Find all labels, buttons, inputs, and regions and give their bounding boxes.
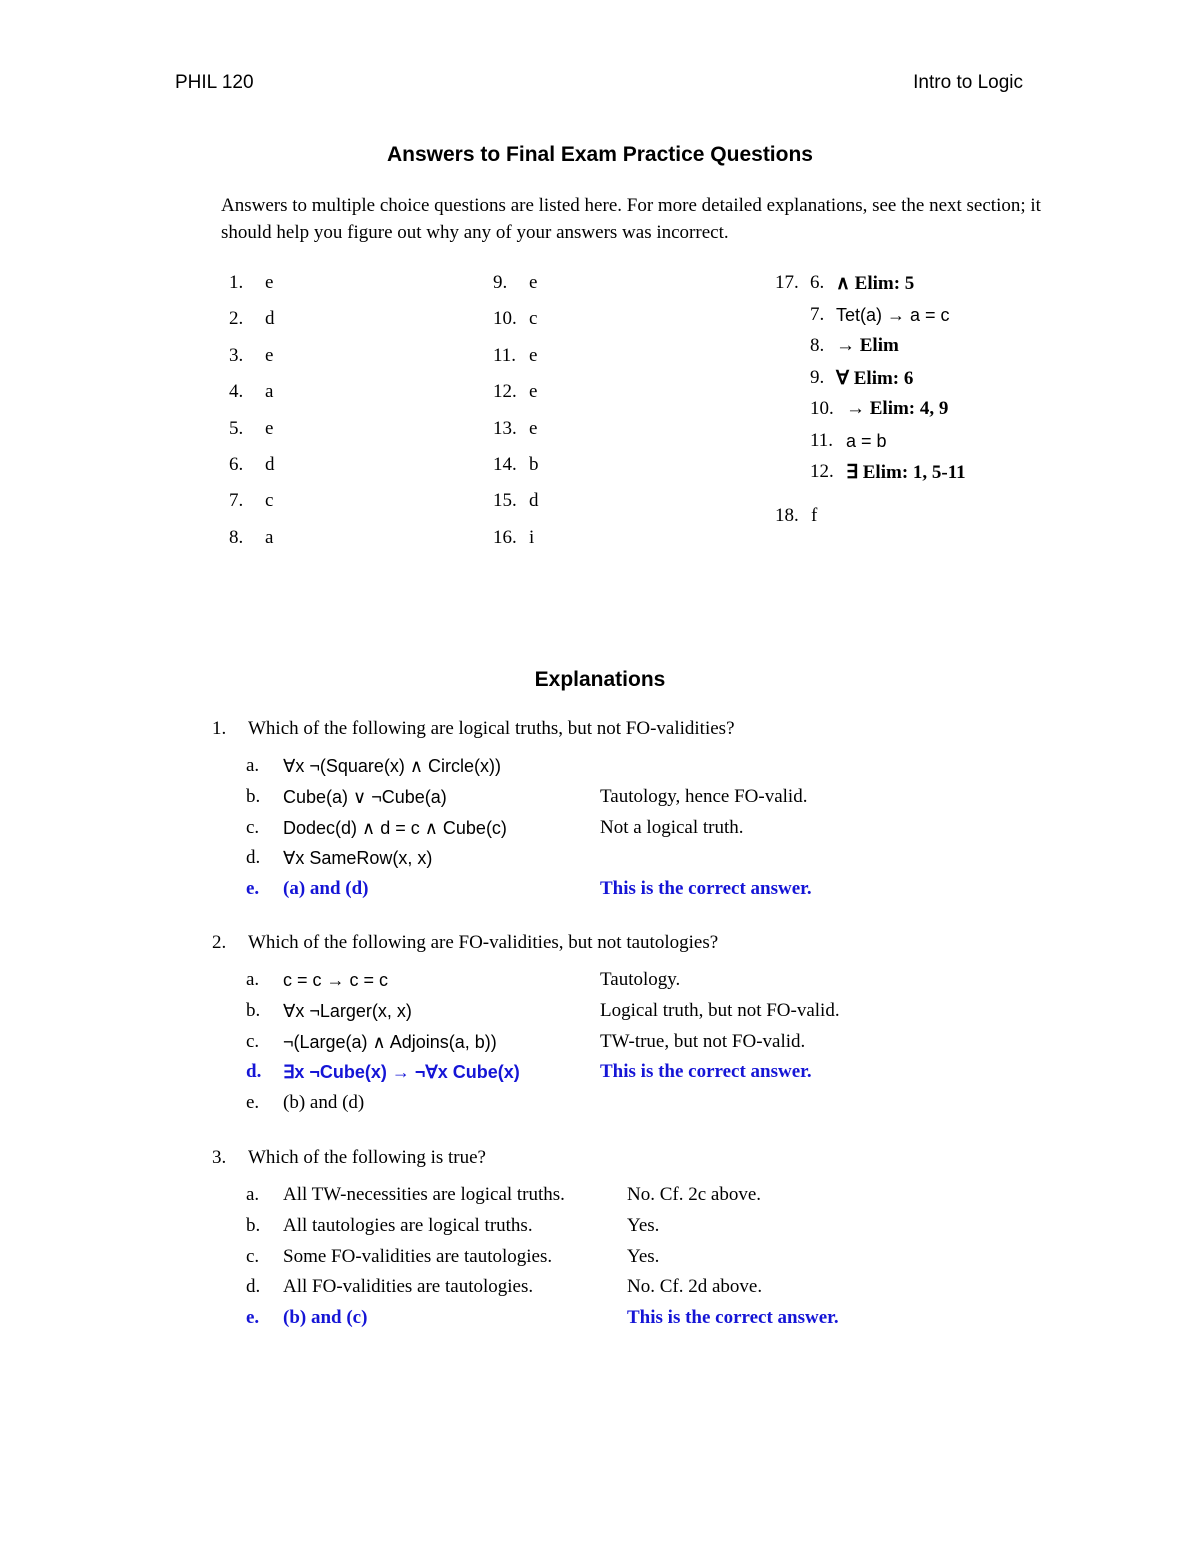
answer-number: 5.: [229, 417, 244, 439]
answer-number: 2.: [229, 308, 244, 330]
answer-17-number: 17.: [775, 272, 799, 293]
answer-number: 6.: [229, 454, 244, 475]
option-letter: e.: [246, 1092, 260, 1114]
option-note: Not a logical truth.: [600, 816, 744, 838]
question-number: 3.: [212, 1147, 227, 1168]
option-text: (b) and (c): [283, 1307, 368, 1329]
option-text: ∃x ¬Cube(x) → ¬∀x Cube(x): [283, 1062, 520, 1083]
answer-item: [493, 308, 537, 330]
header-subject: Intro to Logic: [913, 72, 1023, 93]
answer-value: b: [529, 454, 539, 475]
option-letter: e.: [246, 1307, 260, 1329]
answer-item: [493, 381, 537, 403]
answer-item: [229, 490, 273, 512]
option-text: Dodec(d) ∧ d = c ∧ Cube(c): [283, 817, 507, 838]
answer-value: e: [529, 417, 538, 439]
option-text: ∀x SameRow(x, x): [283, 848, 433, 869]
proof-line-number: 10.: [810, 398, 834, 419]
answer-item: [229, 272, 273, 294]
option-text: Some FO-validities are tautologies.: [283, 1245, 553, 1267]
proof-line-number: 7.: [810, 303, 825, 325]
option-letter: a.: [246, 1184, 260, 1205]
answer-number: 9.: [493, 272, 508, 293]
answer-item: [229, 308, 275, 330]
option-letter: a.: [246, 969, 260, 990]
proof-line-text: ∀ Elim: 6: [836, 367, 914, 389]
option-text: (b) and (d): [283, 1092, 365, 1114]
answer-number: 11.: [493, 344, 517, 366]
proof-line-number: 8.: [810, 335, 825, 356]
answer-item: [493, 490, 539, 512]
header-course: PHIL 120: [175, 72, 254, 93]
page-title: Answers to Final Exam Practice Questions: [387, 143, 813, 166]
answer-item: [775, 505, 817, 527]
question-number: 2.: [212, 932, 227, 953]
option-text: All tautologies are logical truths.: [283, 1214, 533, 1236]
proof-line-text: → Elim: 4, 9: [846, 398, 949, 419]
answer-number: 10.: [493, 308, 517, 330]
answer-value: a: [265, 381, 274, 403]
answer-item: [229, 381, 273, 403]
option-note: Tautology.: [600, 969, 681, 990]
answer-value: e: [529, 344, 538, 366]
proof-line-text: ∃ Elim: 1, 5-11: [846, 462, 966, 483]
proof-line-text: ∧ Elim: 5: [836, 273, 915, 294]
answer-value: e: [265, 417, 274, 439]
option-note: Logical truth, but not FO-valid.: [600, 999, 840, 1021]
option-letter: c.: [246, 1030, 260, 1052]
proof-line-number: 9.: [810, 366, 825, 388]
proof-line-text: → Elim: [836, 335, 899, 356]
answer-value: e: [265, 272, 274, 293]
option-letter: d.: [246, 1276, 261, 1298]
answer-value: d: [265, 454, 275, 475]
explanations-title: Explanations: [534, 668, 666, 691]
answer-number: 4.: [229, 381, 244, 403]
answer-value: d: [529, 490, 539, 512]
option-text: ∀x ¬Larger(x, x): [283, 1000, 412, 1021]
answer-number: 13.: [493, 417, 517, 439]
answer-item: [229, 418, 273, 440]
option-text: ¬(Large(a) ∧ Adjoins(a, b)): [283, 1031, 497, 1052]
answer-value: e: [529, 272, 538, 293]
answer-item: [493, 272, 537, 294]
answer-number: 3.: [229, 344, 244, 366]
answer-value: a: [265, 526, 274, 548]
proof-line-number: 12.: [810, 461, 834, 482]
answer-value: i: [529, 526, 535, 548]
option-note: This is the correct answer.: [627, 1307, 839, 1329]
question-text: Which of the following is true?: [248, 1147, 486, 1168]
option-note: This is the correct answer.: [600, 878, 812, 900]
option-letter: b.: [246, 1214, 261, 1236]
answer-item: [493, 345, 537, 367]
question-number: 1.: [212, 718, 227, 739]
option-text: All FO-validities are tautologies.: [283, 1276, 534, 1298]
option-letter: d.: [246, 847, 261, 869]
option-note: Tautology, hence FO-valid.: [600, 785, 808, 807]
answer-value: d: [265, 308, 275, 330]
answer-value: c: [265, 490, 274, 512]
option-text: All TW-necessities are logical truths.: [283, 1184, 565, 1205]
answer-number: 16.: [493, 526, 517, 548]
answer-item: [229, 345, 273, 367]
answer-number: 15.: [493, 490, 517, 512]
answer-number: 7.: [229, 490, 244, 512]
option-note: TW-true, but not FO-valid.: [600, 1030, 806, 1052]
answer-value: c: [529, 308, 538, 330]
question-text: Which of the following are FO-validities, but not tautologies?: [248, 932, 719, 953]
answer-value: e: [265, 344, 274, 366]
proof-line-number: 6.: [810, 272, 825, 293]
answer-number: 18.: [775, 505, 799, 526]
proof-line-text: Tet(a) → a = c: [836, 304, 950, 325]
option-letter: c.: [246, 1245, 260, 1267]
option-letter: c.: [246, 816, 260, 838]
option-note: No. Cf. 2d above.: [627, 1276, 763, 1298]
option-text: (a) and (d): [283, 878, 369, 900]
option-letter: e.: [246, 878, 260, 900]
option-note: This is the correct answer.: [600, 1061, 812, 1083]
answer-number: 14.: [493, 454, 517, 475]
answer-item: [493, 527, 534, 549]
intro-paragraph: Answers to multiple choice questions are listed here. For more detailed explanations, see the next section; it should help you figure out why any of your answers was incorrect.: [221, 195, 1041, 243]
option-letter: b.: [246, 785, 261, 807]
answer-item: [229, 527, 273, 549]
answer-number: 1.: [229, 272, 244, 293]
option-letter: d.: [246, 1061, 262, 1083]
answer-item: [493, 454, 539, 476]
option-text: c = c → c = c: [283, 970, 389, 990]
question-text: Which of the following are logical truths, but not FO-validities?: [248, 718, 735, 739]
answer-value: e: [529, 381, 538, 403]
answer-number: 8.: [229, 526, 244, 548]
answer-item: [493, 418, 537, 440]
option-text: ∀x ¬(Square(x) ∧ Circle(x)): [283, 756, 502, 776]
answer-item: [229, 454, 275, 476]
answer-number: 12.: [493, 381, 517, 403]
proof-line-number: 11.: [810, 429, 834, 451]
answer-value: f: [811, 505, 818, 526]
option-text: Cube(a) ∨ ¬Cube(a): [283, 786, 447, 807]
option-letter: a.: [246, 755, 260, 776]
proof-line-text: a = b: [846, 430, 887, 451]
option-note: Yes.: [627, 1245, 660, 1267]
option-letter: b.: [246, 999, 261, 1021]
option-note: No. Cf. 2c above.: [627, 1184, 762, 1205]
option-note: Yes.: [627, 1214, 660, 1236]
